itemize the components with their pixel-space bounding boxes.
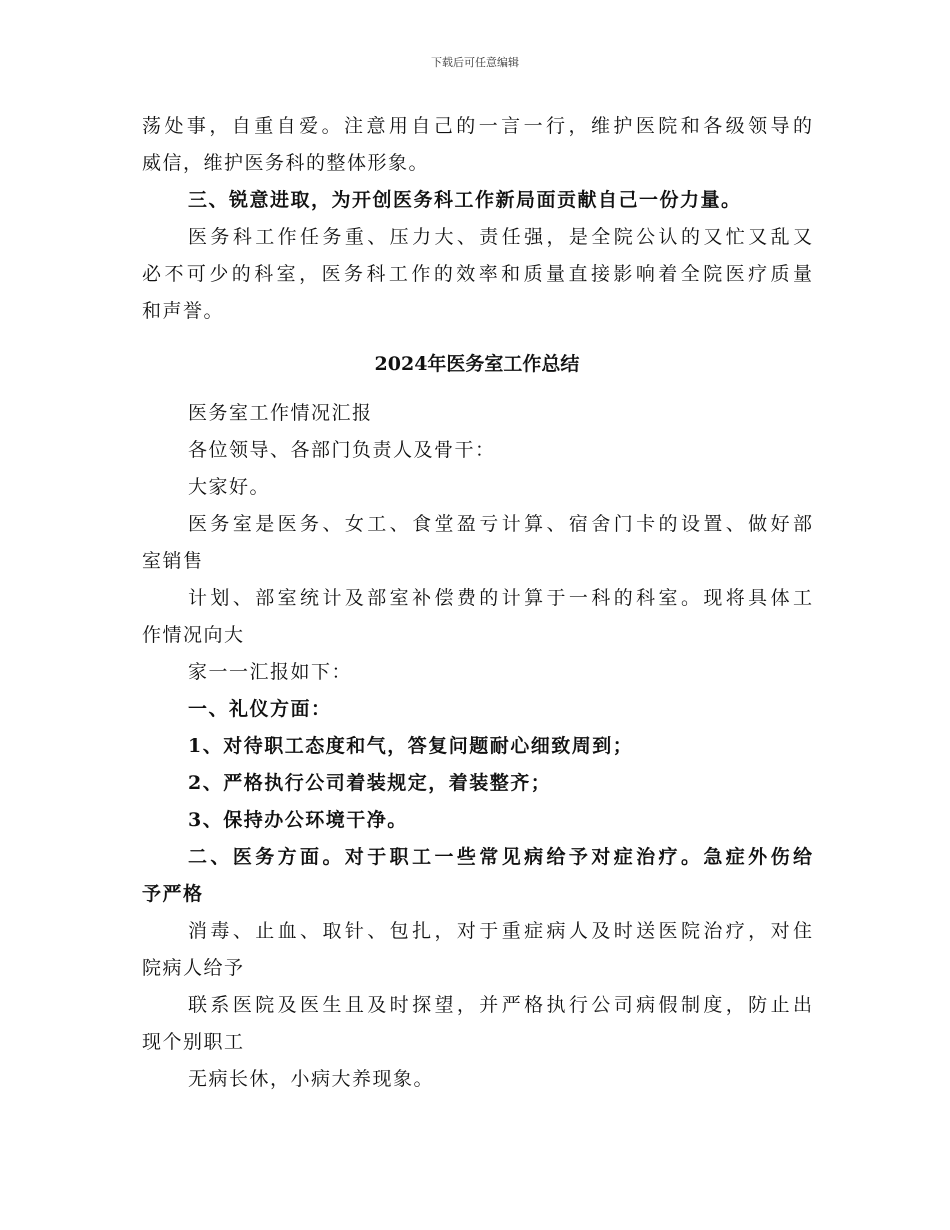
document-title: 2024年医务室工作总结	[374, 353, 580, 375]
report-subtitle: 医务室工作情况汇报	[188, 402, 373, 424]
text-line: 院病人给予	[142, 957, 245, 979]
text-line: 室销售	[142, 550, 204, 572]
list-item: 2、严格执行公司着装规定，着装整齐；	[188, 772, 552, 794]
text-line: 家一一汇报如下：	[188, 661, 353, 683]
text-line: 计划、部室统计及部室补偿费的计算于一科的科室。现将具体工	[188, 587, 812, 609]
text-line: 无病长休，小病大养现象。	[188, 1068, 435, 1090]
text-line: 荡处事，自重自爱。注意用自己的一言一行，维护医院和各级领导的	[142, 115, 812, 137]
text-line: 医务室是医务、女工、食堂盈亏计算、宿舍门卡的设置、做好部	[188, 513, 812, 535]
document-body	[142, 108, 812, 1098]
list-item: 1、对待职工态度和气，答复问题耐心细致周到；	[188, 735, 634, 757]
text-line: 联系医院及医生且及时探望，并严格执行公司病假制度，防止出	[188, 994, 812, 1016]
section-heading: 三、锐意进取，为开创医务科工作新局面贡献自己一份力量。	[188, 189, 742, 211]
text-line: 威信，维护医务科的整体形象。	[142, 152, 430, 174]
text-line: 作情况向大	[142, 624, 245, 646]
section-heading: 二、医务方面。对于职工一些常见病给予对症治疗。急症外伤给	[188, 846, 812, 868]
section-heading: 予严格	[142, 883, 204, 905]
greeting: 大家好。	[188, 476, 271, 498]
salutation: 各位领导、各部门负责人及骨干：	[188, 439, 496, 461]
text-line: 消毒、止血、取针、包扎，对于重症病人及时送医院治疗，对住	[188, 920, 812, 942]
section-heading: 一、礼仪方面：	[188, 698, 332, 720]
text-line: 医务科工作任务重、压力大、责任强，是全院公认的又忙又乱又	[188, 226, 812, 248]
list-item: 3、保持办公环境干净。	[188, 809, 408, 831]
page-header: 下载后可任意编辑	[431, 56, 519, 69]
text-line: 和声誉。	[142, 300, 225, 322]
text-line: 现个别职工	[142, 1031, 245, 1053]
text-line: 必不可少的科室，医务科工作的效率和质量直接影响着全院医疗质量	[142, 263, 812, 285]
